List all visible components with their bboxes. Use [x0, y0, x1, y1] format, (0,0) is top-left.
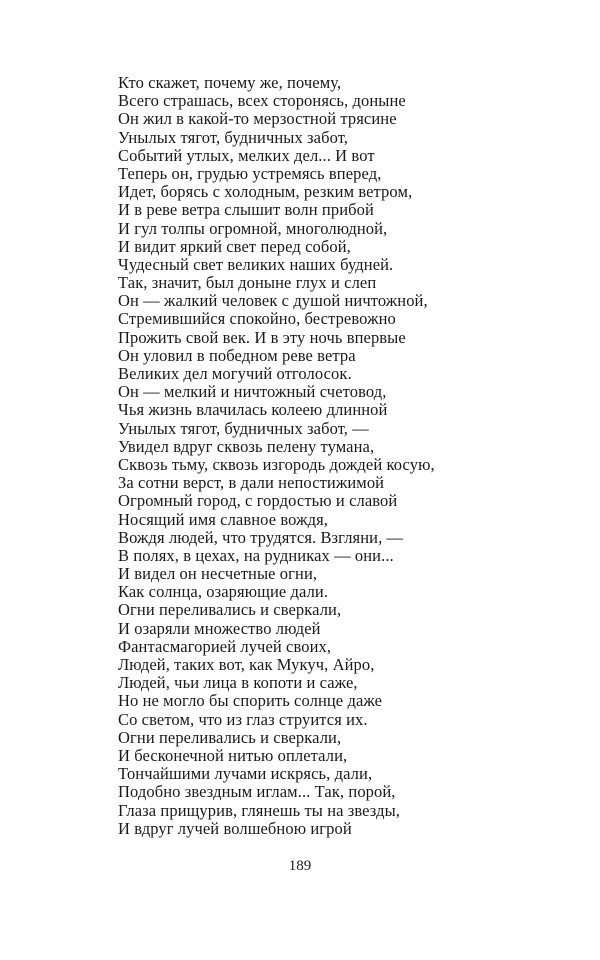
- poem-line: Прожить свой век. И в эту ночь впервые: [118, 327, 406, 347]
- poem-line: И вдруг лучей волшебною игрой: [118, 818, 352, 838]
- poem-line: Фантасмагорией лучей своих,: [118, 636, 332, 656]
- poem-line: Унылых тягот, будничных забот, —: [118, 418, 369, 438]
- poem-line: Стремившийся спокойно, бестревожно: [118, 309, 396, 329]
- poem-line: Огромный город, с гордостью и славой: [118, 491, 398, 511]
- poem-line: И бесконечной нитью оплетали,: [118, 745, 348, 765]
- poem-line: Он жил в какой-то мерзостной трясине: [118, 109, 397, 129]
- poem-line: Огни переливались и сверкали,: [118, 727, 342, 747]
- poem-line: Кто скажет, почему же, почему,: [118, 73, 342, 92]
- poem-line: Он — жалкий человек с душой ничтожной,: [118, 291, 428, 311]
- poem-line: Идет, борясь с холодным, резким ветром,: [118, 182, 413, 202]
- poem-line: В полях, в цехах, на рудниках — они...: [118, 545, 394, 565]
- poem-line: Так, значит, был доныне глух и слеп: [118, 273, 377, 293]
- poem-line: Теперь он, грудью устремясь вперед,: [118, 163, 382, 183]
- poem-line: Чудесный свет великих наших будней.: [118, 254, 394, 274]
- poem-line: Вождя людей, что трудятся. Взгляни, —: [118, 527, 404, 547]
- poem-line: Он — мелкий и ничтожный счетовод,: [118, 382, 387, 402]
- poem-line: За сотни верст, в дали непостижимой: [118, 473, 385, 493]
- poem-line: Людей, чьи лица в копоти и саже,: [118, 673, 358, 693]
- poem-line: Тончайшими лучами искрясь, дали,: [118, 764, 373, 784]
- poem-line: Событий утлых, мелких дел... И вот: [118, 145, 375, 165]
- poem-line: Подобно звездным иглам... Так, порой,: [118, 782, 396, 802]
- poem-line: Как солнца, озаряющие дали.: [118, 582, 329, 602]
- poem-line: Огни переливались и сверкали,: [118, 600, 342, 620]
- poem-line: Носящий имя славное вождя,: [118, 509, 328, 529]
- poem-line: Людей, таких вот, как Мукуч, Айро,: [118, 655, 375, 674]
- poem-line: Чья жизнь влачилась колеею длинной: [118, 400, 388, 420]
- poem-line: И видел он несчетные огни,: [118, 564, 318, 584]
- poem-line: Глаза прищурив, глянешь ты на звезды,: [118, 800, 401, 820]
- poem-line: Но не могло бы спорить солнце даже: [118, 691, 383, 711]
- poem-line: Со светом, что из глаз струится их.: [118, 709, 368, 729]
- poem-line: И видит яркий свет перед собой,: [118, 236, 351, 256]
- poem-line: Унылых тягот, будничных забот,: [118, 127, 349, 147]
- poem-line: И в реве ветра слышит волн прибой: [118, 200, 374, 220]
- poem-line: И гул толпы огромной, многолюдной,: [118, 218, 388, 238]
- page-number: 189: [288, 858, 312, 874]
- poem-text: [118, 74, 538, 838]
- poem-line: Увидел вдруг сквозь пелену тумана,: [118, 436, 375, 456]
- poem-line: Он уловил в победном реве ветра: [118, 345, 356, 365]
- poem-line: Всего страшась, всех сторонясь, доныне: [118, 91, 406, 111]
- poem-line: Великих дел могучий отголосок.: [118, 364, 352, 383]
- poem-line: И озаряли множество людей: [118, 618, 321, 638]
- poem-line: Сквозь тьму, сквозь изгородь дождей косую,: [118, 454, 435, 474]
